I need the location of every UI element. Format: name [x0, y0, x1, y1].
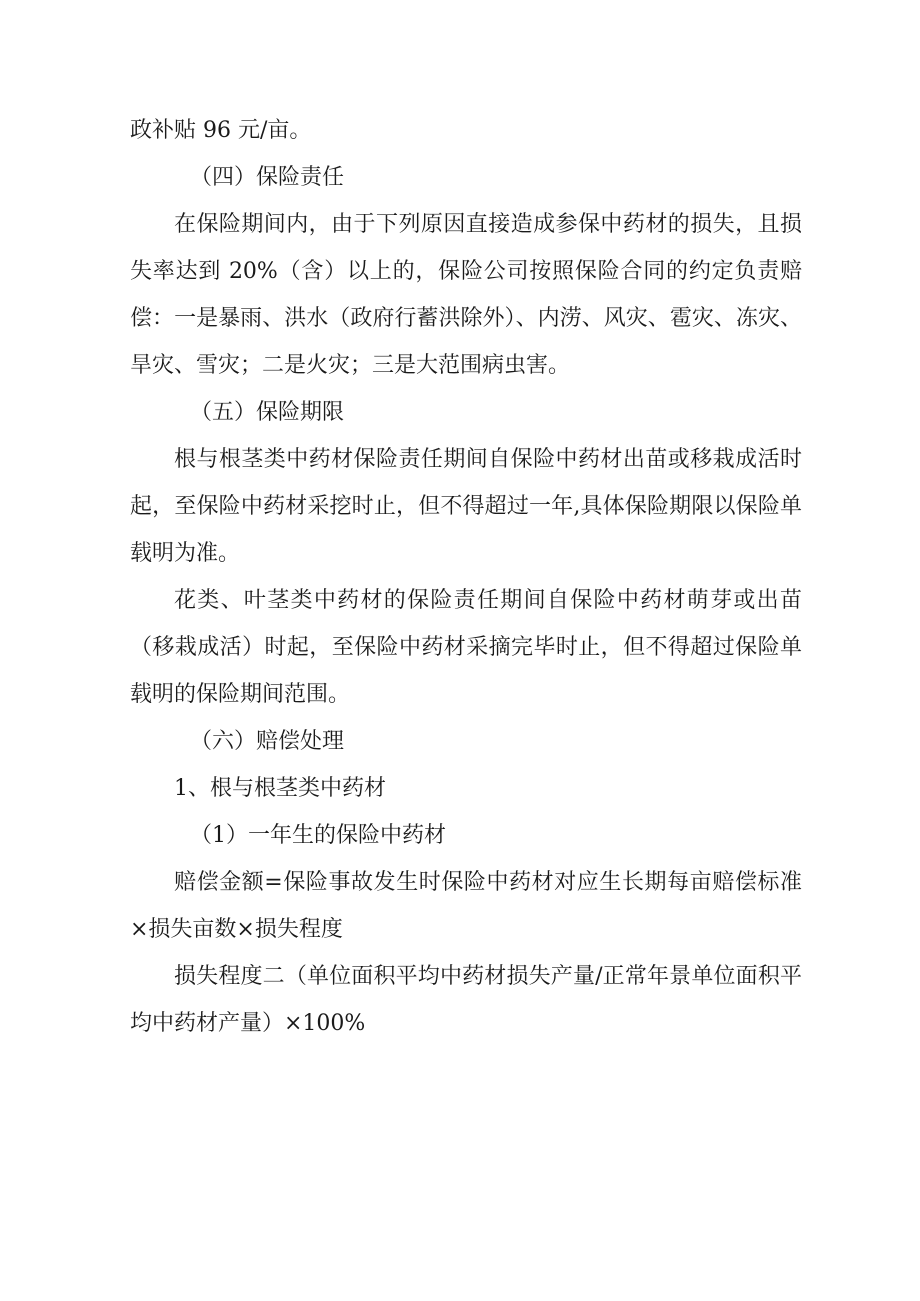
heading-insurance-liability: （四）保险责任 — [190, 165, 345, 190]
heading-insurance-period: （五）保险期限 — [190, 400, 345, 425]
formula-compensation-amount: 赔偿金额=保险事故发生时保险中药材对应生长期每亩赔偿标准×损失亩数×损失程度 — [130, 870, 802, 942]
paragraph-flower-leaf-period: 花类、叶茎类中药材的保险责任期间自保险中药材萌芽或出苗（移栽成活）时起，至保险中药材采摘完毕时止，但不得超过保险单载明的保险期间范围。 — [130, 588, 802, 707]
subheading-root-herbs: 1、根与根茎类中药材 — [174, 776, 386, 801]
paragraph-root-period: 根与根茎类中药材保险责任期间自保险中药材出苗或移栽成活时起，至保险中药材采挖时止，但不得超过一年,具体保险期限以保险单载明为准。 — [130, 447, 802, 566]
paragraph-subsidy-tail: 政补贴 96 元/亩。 — [130, 118, 312, 143]
paragraph-liability-details: 在保险期间内，由于下列原因直接造成参保中药材的损失，且损失率达到 20%（含）以上的，保险公司按照保险合同的约定负责赔偿：一是暴雨、洪水（政府行蓄洪除外）、内涝、风灾、雹灾、冻灾、旱灾、雪灾；二是火灾；三是大范围病虫害。 — [130, 212, 802, 378]
subheading-annual-herbs: （1）一年生的保险中药材 — [190, 823, 446, 848]
document-body — [130, 107, 802, 1047]
formula-loss-degree: 损失程度二（单位面积平均中药材损失产量/正常年景单位面积平均中药材产量）×100% — [130, 964, 802, 1036]
heading-claims-handling: （六）赔偿处理 — [190, 729, 345, 754]
